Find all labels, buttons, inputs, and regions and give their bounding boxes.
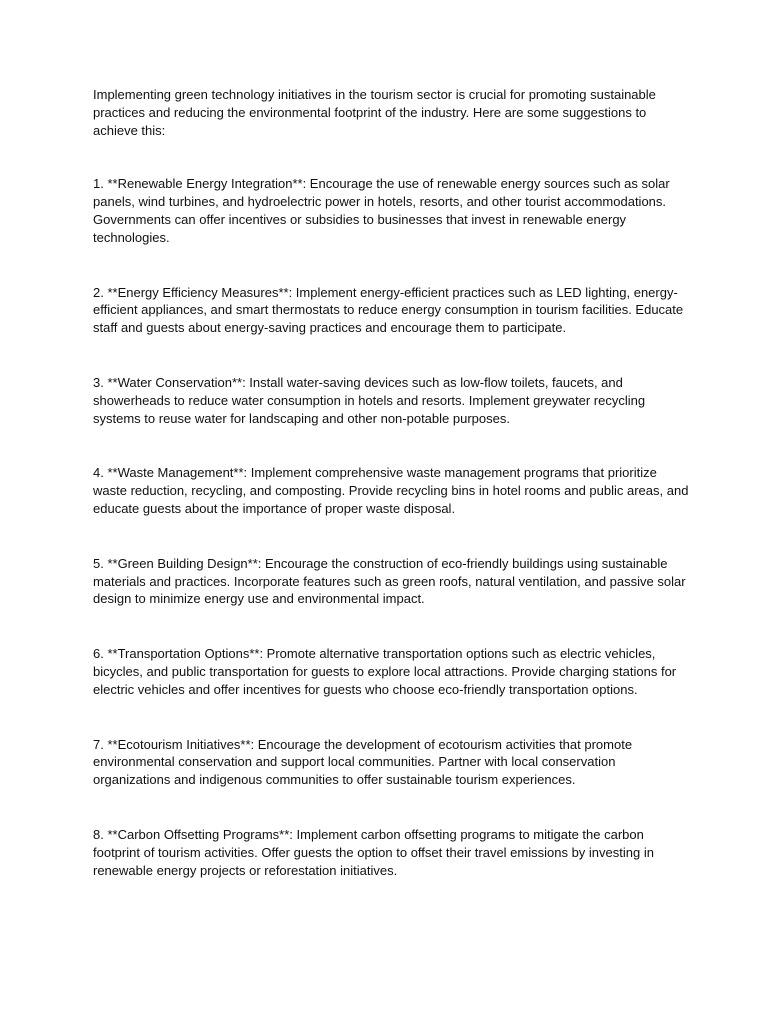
list-item-energy-efficiency: 2. **Energy Efficiency Measures**: Implement energy-efficient practices such as LED lighting, energy-efficient appliances, and smart thermostats to reduce energy consumption in tourism facilities. Educate staff and guests about energy-saving practices and encourage them to participate.: [93, 284, 684, 336]
list-item-carbon-offsetting: 8. **Carbon Offsetting Programs**: Implement carbon offsetting programs to mitigate the carbon footprint of tourism activities. Offer guests the option to offset their travel emissions by investing in renewable energy projects or reforestation initiatives.: [93, 826, 654, 878]
list-item-waste-management: 4. **Waste Management**: Implement comprehensive waste management programs that prioritize waste reduction, recycling, and composting. Provide recycling bins in hotel rooms and public areas, and educate guests about the importance of proper waste disposal.: [93, 465, 689, 516]
list-item-ecotourism: 7. **Ecotourism Initiatives**: Encourage the development of ecotourism activities that promote environmental conservation and support local communities. Partner with local conservation organizations and indigenous communities to offer sustainable tourism experiences.: [93, 736, 633, 788]
intro-paragraph: Implementing green technology initiatives in the tourism sector is crucial for promoting sustainable practices and reducing the environmental footprint of the industry. Here are some suggestions to achieve this:: [93, 87, 656, 138]
document-body: [93, 86, 693, 916]
list-item-transportation: 6. **Transportation Options**: Promote alternative transportation options such as electric vehicles, bicycles, and public transportation for guests to explore local attractions. Provide charging stations for electric vehicles and offer incentives for guests who choose eco-friendly transportation options.: [93, 646, 677, 697]
list-item-renewable-energy: 1. **Renewable Energy Integration**: Encourage the use of renewable energy sources such as solar panels, wind turbines, and hydroelectric power in hotels, resorts, and other tourist accommodations. Governments can offer incentives or subsidies to businesses that invest in renewable energy technologies.: [93, 176, 670, 245]
list-item-green-building: 5. **Green Building Design**: Encourage the construction of eco-friendly buildings using sustainable materials and practices. Incorporate features such as green roofs, natural ventilation, and passive solar design to minimize energy use and environmental impact.: [93, 555, 686, 607]
list-item-water-conservation: 3. **Water Conservation**: Install water-saving devices such as low-flow toilets, faucets, and showerheads to reduce water consumption in hotels and resorts. Implement greywater recycling systems to reuse water for landscaping and other non-potable purposes.: [93, 374, 646, 426]
